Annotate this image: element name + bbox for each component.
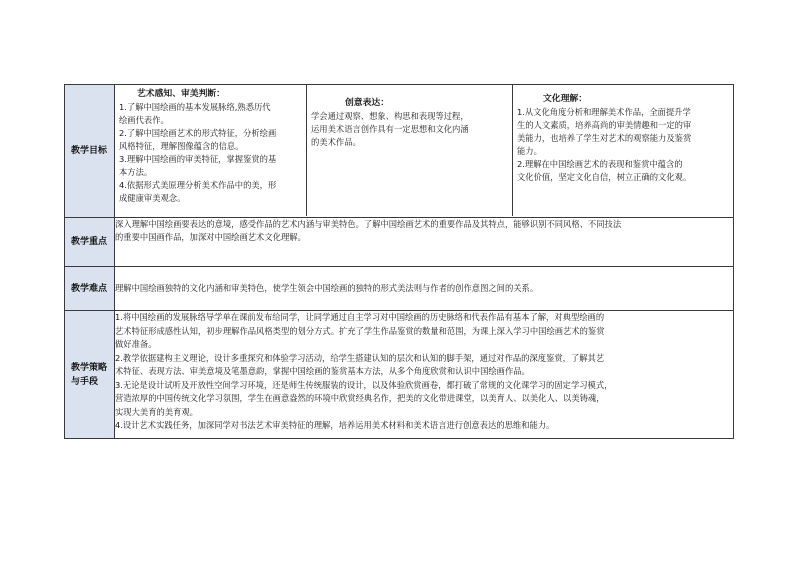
goal-line: 本方法。: [119, 167, 153, 177]
objectives-content: [115, 85, 734, 218]
content-line: 1.将中国绘画的发展脉络导学单在课前发布给同学，让同学通过自主学习对中国绘画的历史脉络和代表作品有基本了解，对典型绘画的: [115, 312, 605, 322]
goal-line: 风格特征，理解图像蕴含的信息。: [119, 141, 244, 151]
goal-line: 3.理解中国绘画的审美特征，掌握鉴赏的基: [119, 154, 277, 164]
content-line: 艺术特征形成感性认知，初步理解作品风格类型的划分方式。扩充了学生作品鉴赏的数量和范围，为课上深入学习中国绘画艺术的鉴赏: [115, 325, 605, 336]
goal-line: 能力。: [517, 146, 542, 156]
goal-title-cultural: 文化理解：: [543, 94, 587, 104]
content-line: 深入理解中国绘画要表达的意境，感受作品的艺术内涵与审美特色。了解中国绘画艺术的重要作品及其特点，能够识别不同风格、不同技法: [115, 219, 622, 229]
content-line: 2.教学依据建构主义理论，设计多重探究和体验学习活动，给学生搭建认知的层次和认知的脚手架，通过对作品的深度鉴赏，了解其艺: [115, 352, 605, 363]
row-strategies: [65, 311, 734, 439]
goal-title-creative: 创意表达：: [345, 98, 389, 108]
label-teaching-objectives: 教学目标: [65, 85, 115, 218]
label-key-points: 教学重点: [65, 218, 115, 267]
label-strategies-line2: 与手段: [71, 376, 99, 387]
goal-line: 文化价值，坚定文化自信，树立正确的文化观。: [517, 172, 692, 182]
label-difficulties: 教学难点: [65, 267, 115, 311]
goal-creative-expression: [306, 85, 512, 216]
goal-line: 成健康审美观念。: [119, 193, 186, 203]
goal-line: 运用美术语言创作具有一定思想和文化内涵: [311, 124, 469, 134]
difficulties-content: [115, 267, 734, 311]
label-strategies-line1: 教学策略: [71, 362, 108, 373]
strategies-content: [115, 311, 734, 439]
row-difficulties: [65, 267, 734, 311]
row-key-points: [65, 218, 734, 267]
goal-line: 美能力，也培养了学生对艺术的观察能力及鉴赏: [517, 133, 692, 143]
row-teaching-objectives: [65, 85, 734, 218]
goal-aesthetic-perception: [115, 85, 306, 216]
key-points-content: [115, 218, 734, 267]
content-line: 4.设计艺术实践任务，加深同学对书法艺术审美特征的理解，培养运用美术材料和美术语言进行创意表达的思维和能力。: [115, 420, 555, 430]
goal-line: 生的人文素质，培养高尚的审美情趣和一定的审: [517, 120, 692, 130]
goal-line: 1.从文化角度分析和理解美术作品，全面提升学: [517, 107, 691, 117]
goal-cultural-understanding: [512, 85, 733, 216]
teaching-plan-table: [64, 84, 734, 439]
goal-line: 学会通过观察、想象、构思和表现等过程，: [311, 111, 469, 121]
goal-line: 2.了解中国绘画艺术的形式特征，分析绘画: [119, 128, 277, 138]
content-line: 的重要中国画作品，加深对中国绘画艺术文化理解。: [115, 232, 306, 242]
goal-line: 的美术作品。: [311, 137, 361, 147]
content-line: 实现大美育的美育观。: [115, 406, 198, 417]
content-line: 术特征、表现方法、审美意境及笔墨意韵，掌握中国绘画的鉴赏基本方法，从多个角度欣赏和认识中国绘画作品。: [115, 366, 530, 376]
goal-title-aesthetic: 艺术感知、审美判断：: [137, 89, 225, 99]
content-line: 营造浓厚的中国传统文化学习氛围，学生在画意盎然的环境中欣赏经典名作，把美的文化带进课堂，以美育人、以美化人、以美铸魂，: [115, 393, 605, 403]
content-line: 做好准备。: [115, 339, 157, 349]
goal-line: 1.了解中国绘画的基本发展脉络,熟悉历代: [119, 102, 271, 112]
label-strategies: [65, 311, 115, 439]
goal-line: 绘画代表作。: [119, 115, 169, 125]
goal-line: 2.理解在中国绘画艺术的表现和鉴赏中蕴含的: [517, 159, 683, 169]
content-line: 理解中国绘画独特的文化内涵和审美特色，使学生领会中国绘画的独特的形式美法则与作者的创作意图之间的关系。: [115, 283, 539, 293]
goal-line: 4.依据形式美原理分析美术作品中的美，形: [119, 180, 277, 190]
content-line: 3.无论是设计试听及开放性空间学习环境，还是师生传统服装的设计，以及体验欣赏画卷，都打破了常规的文化课学习的固定学习模式，: [115, 379, 613, 390]
